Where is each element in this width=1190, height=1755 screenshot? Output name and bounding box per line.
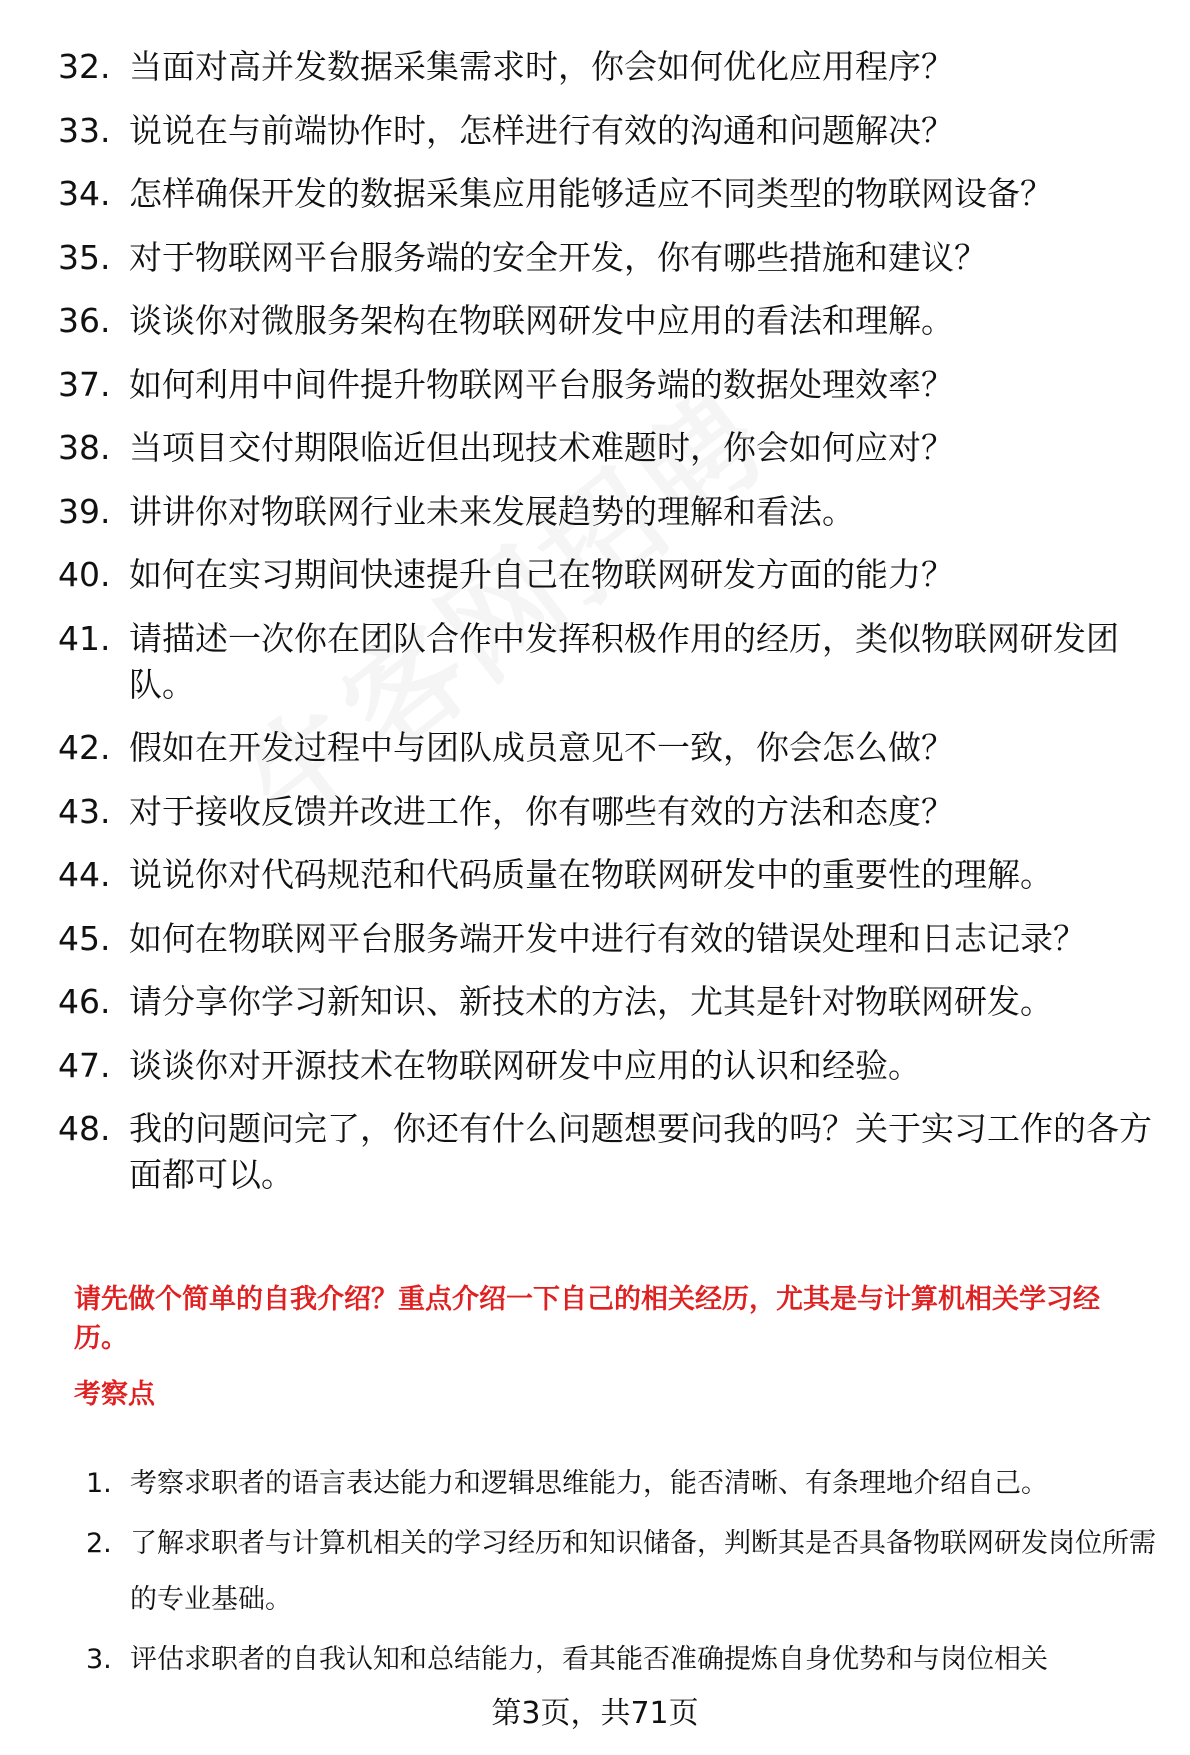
question-text: 对于物联网平台服务端的安全开发，你有哪些措施和建议？ [129,237,987,277]
question-text: 请描述一次你在团队合作中发挥积极作用的经历，类似物联网研发团队。 [129,618,1119,704]
question-number: 35. [58,237,111,277]
question-text: 怎样确保开发的数据采集应用能够适应不同类型的物联网设备？ [129,174,1053,213]
question-text: 当项目交付期限临近但出现技术难题时，你会如何应对？ [129,428,954,467]
question-text: 我的问题问完了，你还有什么问题想要问我的吗？关于实习工作的各方面都可以。 [129,1109,1152,1194]
question-item [58,1106,1158,1198]
question-item [58,1043,1158,1089]
question-item [58,616,1158,708]
question-text: 说说你对代码规范和代码质量在物联网研发中的重要性的理解。 [129,855,1053,894]
question-item [58,298,1158,344]
question-number: 48. [58,1109,111,1148]
question-text: 如何利用中间件提升物联网平台服务端的数据处理效率？ [129,364,954,404]
question-item [58,725,1158,771]
question-item [58,789,1158,835]
point-number: 2. [86,1528,112,1559]
question-text: 讲讲你对物联网行业未来发展趋势的理解和看法。 [129,491,855,531]
point-item [86,1456,1156,1512]
question-item [58,44,1158,90]
question-item [58,235,1158,281]
question-item [58,552,1158,598]
question-number: 42. [58,728,111,767]
point-text: 了解求职者与计算机相关的学习经历和知识储备，判断其是否具备物联网研发岗位所需的专业基础。 [130,1528,1156,1615]
question-text: 说说在与前端协作时，怎样进行有效的沟通和问题解决？ [129,110,954,150]
point-number: 3. [86,1644,112,1675]
question-number: 40. [58,555,111,594]
point-item [86,1516,1156,1628]
question-number: 41. [58,618,111,658]
question-item [58,916,1158,962]
question-text: 如何在物联网平台服务端开发中进行有效的错误处理和日志记录？ [129,918,1086,958]
question-number: 43. [58,791,111,831]
question-list [58,44,1158,1216]
points-heading: 考察点 [74,1379,155,1410]
points-list [86,1456,1156,1692]
question-number: 44. [58,855,111,894]
question-item [58,362,1158,408]
question-text: 假如在开发过程中与团队成员意见不一致，你会怎么做？ [129,728,954,767]
question-number: 34. [58,174,111,213]
question-item [58,489,1158,535]
question-item [58,108,1158,154]
point-number: 1. [86,1468,112,1499]
point-text: 评估求职者的自我认知和总结能力，看其能否准确提炼自身优势和与岗位相关 [130,1644,1048,1675]
point-item [86,1632,1156,1688]
question-item [58,979,1158,1025]
point-text: 考察求职者的语言表达能力和逻辑思维能力，能否清晰、有条理地介绍自己。 [130,1468,1048,1499]
question-number: 36. [58,301,111,340]
page-footer: 第3页，共71页 [491,1696,699,1731]
question-number: 46. [58,982,111,1021]
question-number: 32. [58,47,111,86]
question-text: 当面对高并发数据采集需求时，你会如何优化应用程序？ [129,47,954,86]
question-item [58,171,1158,217]
question-item [58,425,1158,471]
question-text: 谈谈你对开源技术在物联网研发中应用的认识和经验。 [129,1045,921,1085]
section-question-title: 请先做个简单的自我介绍？重点介绍一下自己的相关经历，尤其是与计算机相关学习经历。 [74,1284,1100,1354]
question-text: 如何在实习期间快速提升自己在物联网研发方面的能力？ [129,555,954,594]
question-number: 45. [58,918,111,958]
question-number: 33. [58,110,111,150]
question-number: 38. [58,428,111,467]
question-text: 对于接收反馈并改进工作，你有哪些有效的方法和态度？ [129,791,954,831]
question-text: 请分享你学习新知识、新技术的方法，尤其是针对物联网研发。 [129,982,1053,1021]
question-text: 谈谈你对微服务架构在物联网研发中应用的看法和理解。 [129,301,954,340]
question-number: 39. [58,491,111,531]
question-item [58,852,1158,898]
question-number: 37. [58,364,111,404]
question-number: 47. [58,1045,111,1085]
